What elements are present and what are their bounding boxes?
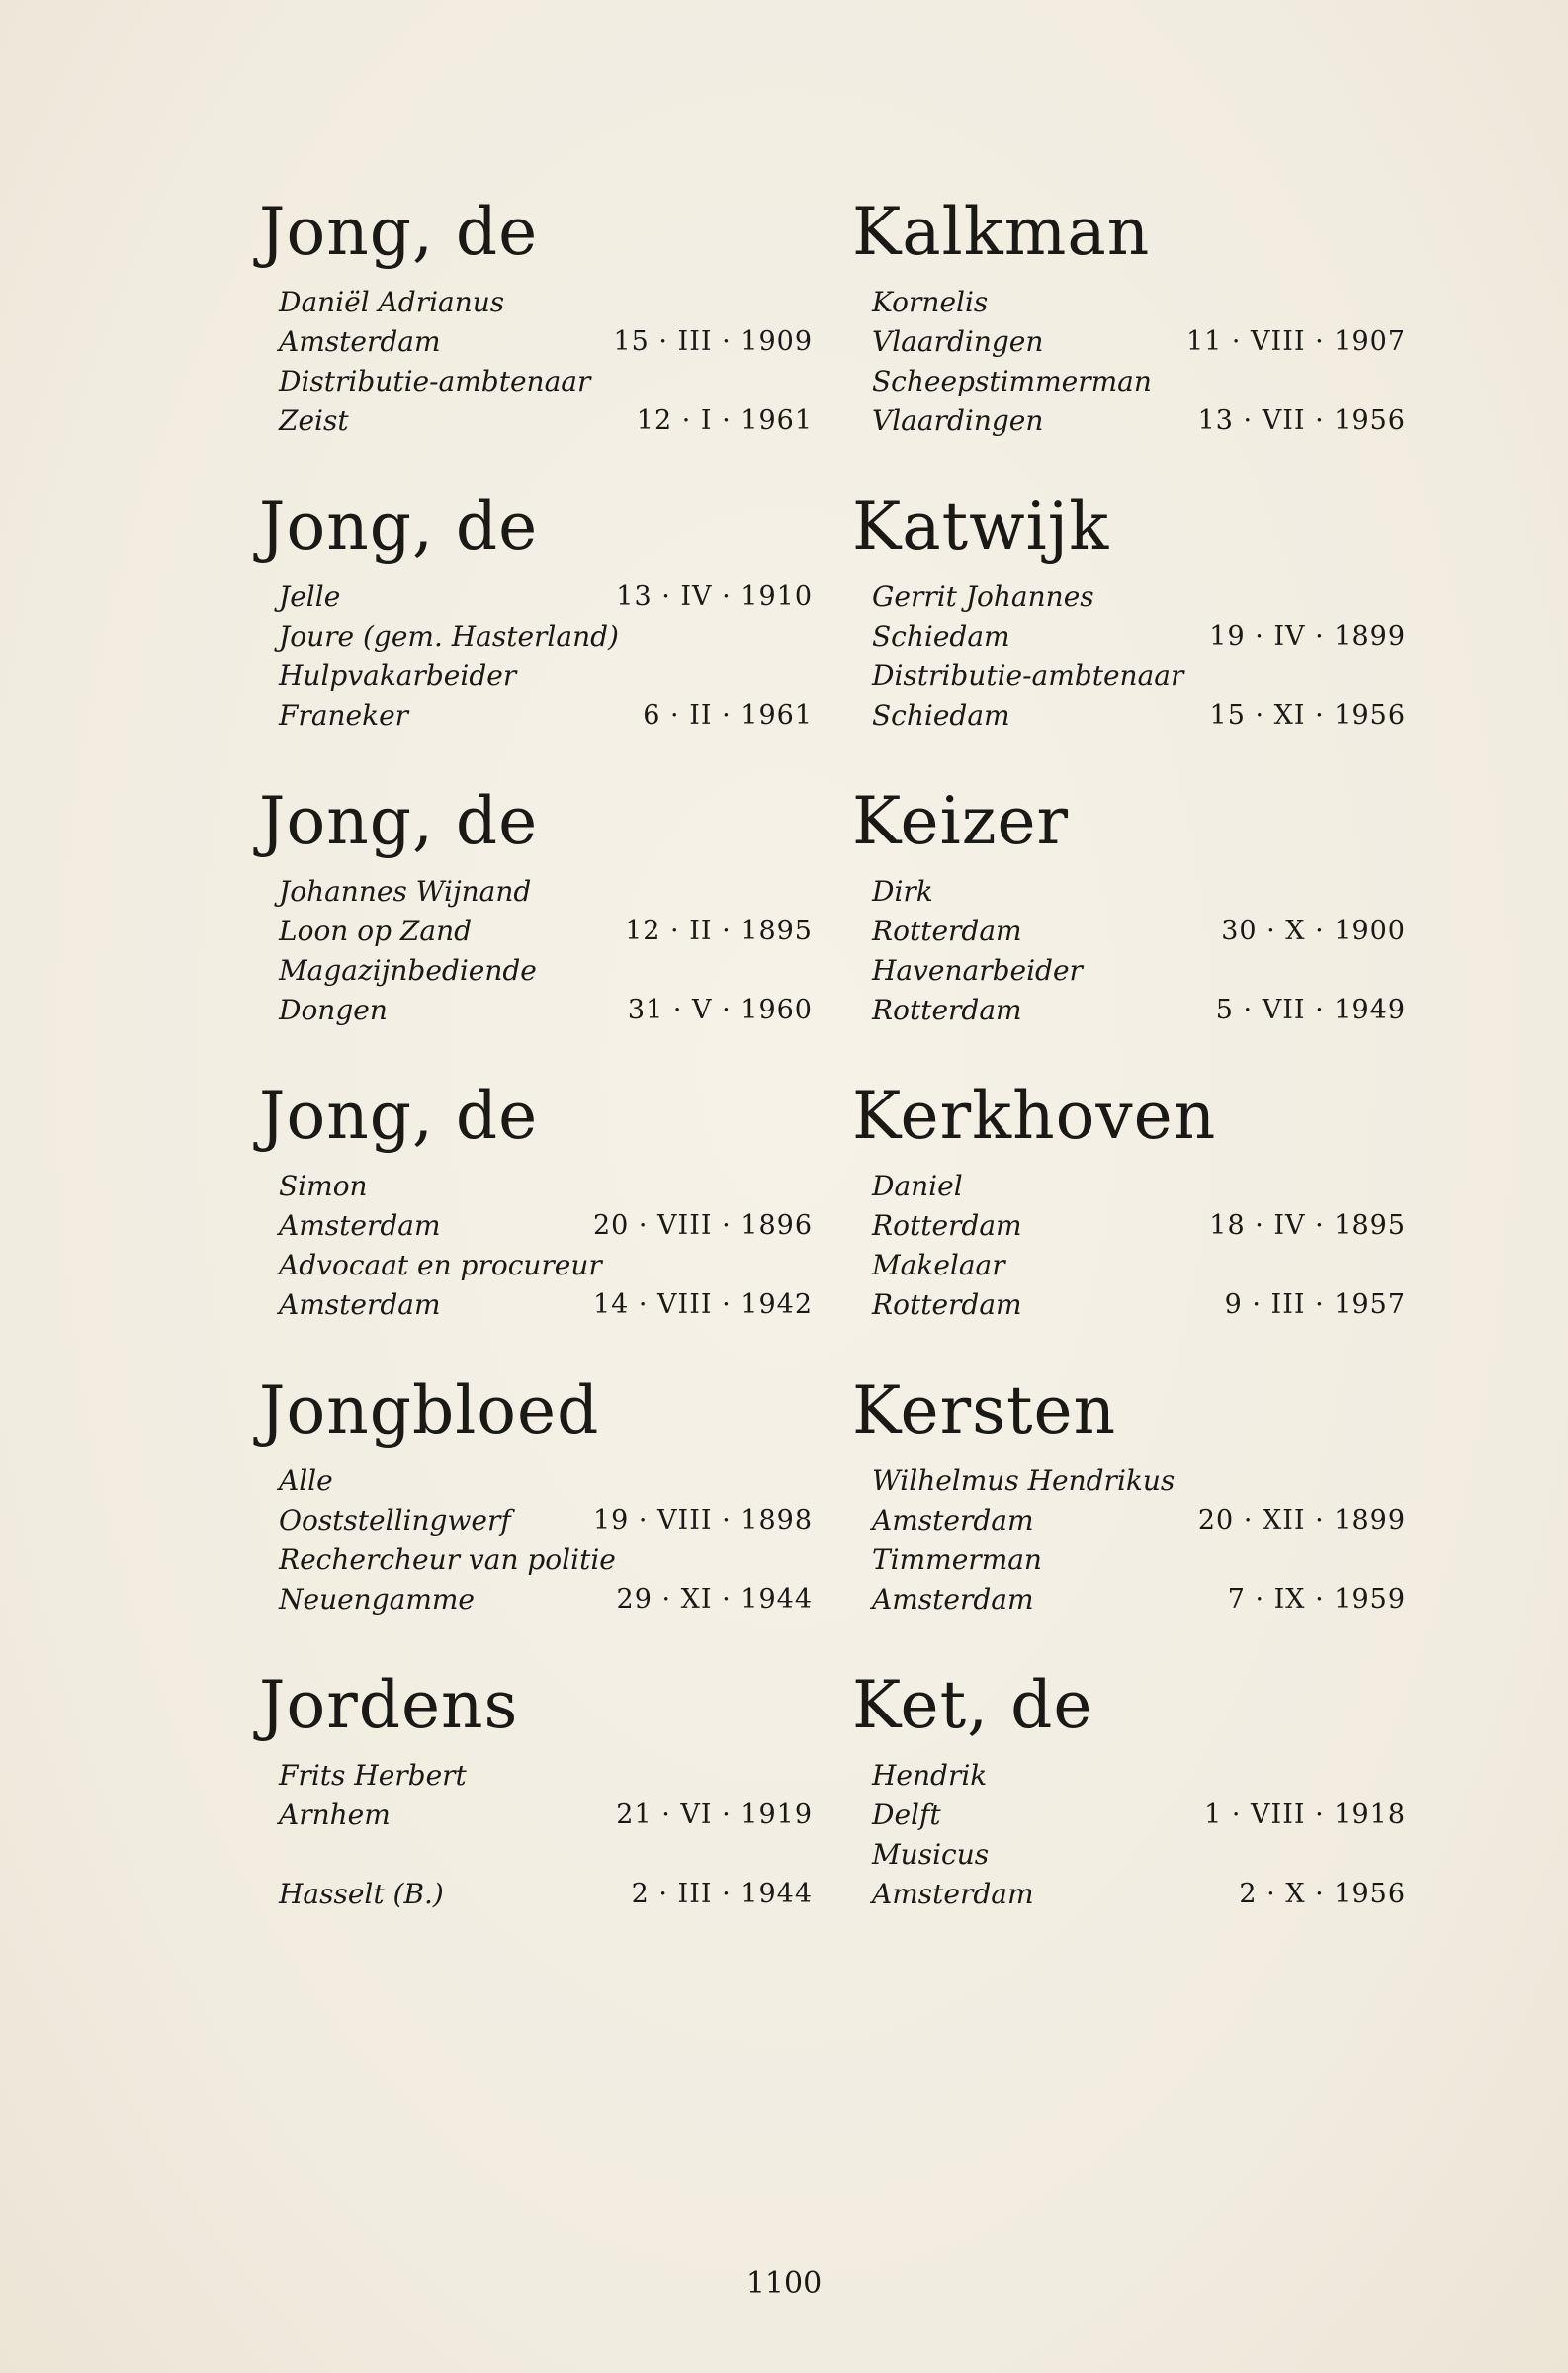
birthplace: Loon op Zand [279, 915, 473, 947]
entry-line-death [852, 991, 1406, 1030]
death-place: Schiedam [872, 699, 1010, 732]
death-place: Franeker [279, 699, 409, 732]
given-names: Wilhelmus Hendrikus [872, 1464, 1176, 1497]
death-date: 2 · III · 1944 [631, 1879, 813, 1909]
entry-line-death [852, 1580, 1406, 1620]
entry-line-occupation [259, 362, 813, 401]
entry-line-birth [259, 617, 813, 657]
entry-line-occupation [852, 1540, 1406, 1580]
birth-date: 19 · VIII · 1898 [592, 1505, 813, 1536]
surname: Jong, de [259, 194, 539, 270]
death-place: Zeist [279, 404, 349, 437]
given-names: Daniel [872, 1170, 963, 1202]
death-date: 6 · II · 1961 [643, 700, 813, 731]
entry-line-occupation [852, 951, 1406, 991]
birthplace: Amsterdam [279, 325, 441, 358]
occupation: Distributie-ambtenaar [279, 365, 591, 397]
birthplace: Vlaardingen [872, 325, 1044, 358]
entry-line-birth [259, 1206, 813, 1246]
entry-line-birth [259, 1796, 813, 1835]
entry-line-occupation [852, 657, 1406, 696]
surname: Jong, de [259, 488, 539, 565]
entry-line-birth [852, 1796, 1406, 1835]
death-place: Vlaardingen [872, 404, 1044, 437]
right-column [852, 188, 1406, 1956]
birth-date: 30 · X · 1900 [1221, 916, 1406, 946]
entry [852, 188, 1406, 483]
entry [852, 777, 1406, 1072]
birth-date: 21 · VI · 1919 [616, 1800, 813, 1830]
birthplace: Rotterdam [872, 1209, 1022, 1242]
entry-line-death [259, 1285, 813, 1325]
given-names: Daniël Adrianus [279, 286, 505, 318]
death-place: Rotterdam [872, 1288, 1022, 1321]
birth-date: 18 · IV · 1895 [1209, 1210, 1406, 1241]
entry-line-birth [852, 1501, 1406, 1540]
entry-line-given-names [852, 283, 1406, 322]
death-place: Rotterdam [872, 994, 1022, 1026]
occupation: Distributie-ambtenaar [872, 659, 1184, 692]
given-names: Frits Herbert [279, 1759, 467, 1792]
entry-line-given-names [852, 872, 1406, 912]
death-date: 13 · VII · 1956 [1197, 405, 1406, 436]
entry-line-death [259, 696, 813, 736]
death-date: 5 · VII · 1949 [1215, 995, 1406, 1025]
birth-date: 13 · IV · 1910 [616, 581, 813, 612]
birth-date: 20 · VIII · 1896 [592, 1210, 813, 1241]
surname: Keizer [852, 783, 1070, 859]
entry-line-given-names [259, 1756, 813, 1796]
entry [259, 188, 813, 483]
entry-line-occupation [259, 1835, 813, 1875]
surname: Kalkman [852, 194, 1151, 270]
given-names: Kornelis [872, 286, 989, 318]
occupation: Rechercheur van politie [279, 1543, 616, 1576]
given-names: Jelle [279, 580, 341, 613]
occupation: Makelaar [872, 1249, 1005, 1281]
death-date: 29 · XI · 1944 [616, 1584, 813, 1615]
given-names: Johannes Wijnand [279, 875, 532, 908]
given-names: Dirk [872, 875, 933, 908]
entry-line-birth [259, 912, 813, 951]
death-place: Hasselt (B.) [279, 1878, 444, 1910]
entry [259, 483, 813, 777]
entry-line-death [852, 696, 1406, 736]
birthplace: Amsterdam [872, 1504, 1034, 1537]
given-names: Gerrit Johannes [872, 580, 1094, 613]
entry-line-given-names [259, 872, 813, 912]
entry-line-occupation [259, 951, 813, 991]
occupation: Hulpvakarbeider [279, 659, 517, 692]
birth-date: 12 · II · 1895 [625, 916, 813, 946]
death-date: 31 · V · 1960 [627, 995, 813, 1025]
given-names: Hendrik [872, 1759, 988, 1792]
entry [852, 1072, 1406, 1366]
birth-date: 19 · IV · 1899 [1209, 621, 1406, 652]
entry [852, 483, 1406, 777]
surname: Kerkhoven [852, 1078, 1217, 1154]
entry-line-death [259, 401, 813, 441]
entry-line-birth [259, 322, 813, 362]
death-date: 15 · XI · 1956 [1209, 700, 1406, 731]
entry-line-given-names [852, 1167, 1406, 1206]
entry-line-death [259, 991, 813, 1030]
entry-line-given-names [259, 283, 813, 322]
birthplace: Rotterdam [872, 915, 1022, 947]
surname: Jongbloed [259, 1372, 600, 1449]
entry-line-death [852, 1875, 1406, 1914]
death-date: 2 · X · 1956 [1239, 1879, 1406, 1909]
death-place: Amsterdam [872, 1583, 1034, 1616]
birthplace: Schiedam [872, 620, 1010, 653]
death-place: Amsterdam [279, 1288, 441, 1321]
occupation: Havenarbeider [872, 954, 1083, 987]
death-date: 9 · III · 1957 [1224, 1289, 1406, 1320]
entry-line-death [852, 401, 1406, 441]
birth-date: 11 · VIII · 1907 [1185, 326, 1406, 357]
surname: Jordens [259, 1667, 519, 1743]
entry-line-given-names [852, 1756, 1406, 1796]
birth-date: 15 · III · 1909 [613, 326, 813, 357]
entry-line-occupation [259, 1540, 813, 1580]
entry [259, 1072, 813, 1366]
occupation: Scheepstimmerman [872, 365, 1152, 397]
entry-line-birth [852, 1206, 1406, 1246]
entry-line-given-names [259, 1461, 813, 1501]
death-date: 12 · I · 1961 [636, 405, 813, 436]
entry [259, 1661, 813, 1956]
death-place: Dongen [279, 994, 388, 1026]
occupation: Advocaat en procureur [279, 1249, 602, 1281]
birthplace: Arnhem [279, 1799, 391, 1831]
page-number: 1100 [745, 2266, 823, 2301]
occupation: Musicus [872, 1838, 990, 1871]
entry-line-death [259, 1875, 813, 1914]
birthplace: Ooststellingwerf [279, 1504, 511, 1537]
entry [259, 1366, 813, 1661]
birth-date: 20 · XII · 1899 [1197, 1505, 1406, 1536]
surname: Jong, de [259, 783, 539, 859]
entry-line-occupation [259, 1246, 813, 1285]
entry-line-given-names [852, 577, 1406, 617]
entry [259, 777, 813, 1072]
entry-line-birth [852, 322, 1406, 362]
birthplace: Joure (gem. Hasterland) [279, 620, 619, 653]
entry-line-birth [852, 617, 1406, 657]
birthplace: Amsterdam [279, 1209, 441, 1242]
entry-line-birth [852, 912, 1406, 951]
death-date: 7 · IX · 1959 [1227, 1584, 1406, 1615]
occupation: Magazijnbediende [279, 954, 537, 987]
entry-line-occupation [852, 1835, 1406, 1875]
birth-date: 1 · VIII · 1918 [1204, 1800, 1406, 1830]
entry [852, 1366, 1406, 1661]
entry-line-occupation [259, 657, 813, 696]
entry-line-death [852, 1285, 1406, 1325]
death-place: Neuengamme [279, 1583, 475, 1616]
entry-line-birth [259, 1501, 813, 1540]
entry-line-death [259, 1580, 813, 1620]
death-place: Amsterdam [872, 1878, 1034, 1910]
entry-line-given-names [259, 577, 813, 617]
occupation: Timmerman [872, 1543, 1042, 1576]
surname: Ket, de [852, 1667, 1093, 1743]
left-column [259, 188, 813, 1956]
entry-line-occupation [852, 1246, 1406, 1285]
surname: Katwijk [852, 488, 1110, 565]
birthplace: Delft [872, 1799, 941, 1831]
surname: Jong, de [259, 1078, 539, 1154]
surname: Kersten [852, 1372, 1117, 1449]
entry-line-given-names [259, 1167, 813, 1206]
death-date: 14 · VIII · 1942 [592, 1289, 813, 1320]
given-names: Alle [279, 1464, 333, 1497]
entry-line-occupation [852, 362, 1406, 401]
given-names: Simon [279, 1170, 368, 1202]
entry-line-given-names [852, 1461, 1406, 1501]
entry [852, 1661, 1406, 1956]
